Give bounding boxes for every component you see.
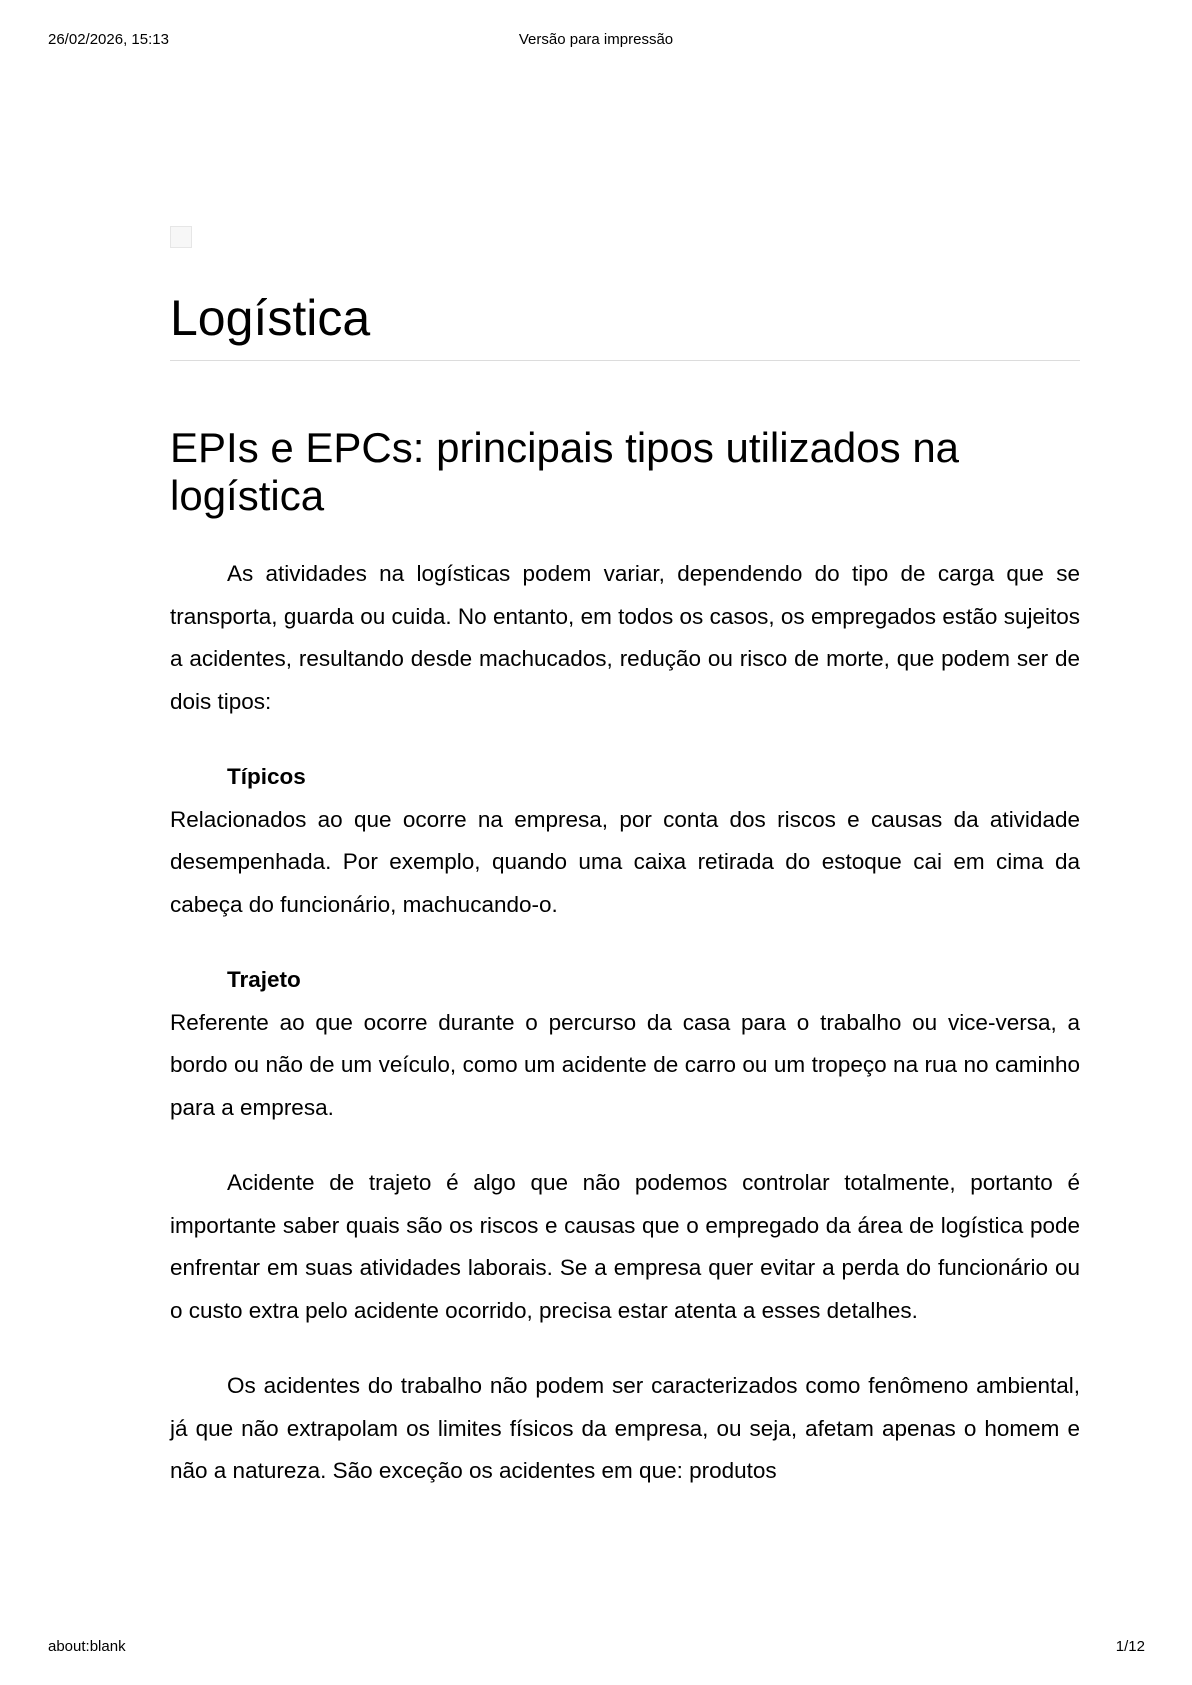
paragraph-acidente-trajeto: Acidente de trajeto é algo que não podemos controlar totalmente, portanto é importante saber quais são os riscos e causas que o empregado da área de logística pode enfrentar em suas atividades laborais. Se a empresa quer evitar a perda do funcionário ou o custo extra pelo acidente ocorrido, precisa estar atenta a esses detalhes. bbox=[170, 1170, 1080, 1323]
broken-image-icon bbox=[170, 226, 192, 248]
print-footer-url: about:blank bbox=[48, 1638, 126, 1655]
paragraph-ambiental: Os acidentes do trabalho não podem ser caracterizados como fenômeno ambiental, já que não extrapolam os limites físicos da empresa, ou seja, afetam apenas o homem e não a natureza. São exceção os acidentes em que: produtos bbox=[170, 1373, 1080, 1483]
section-heading-tipicos: Típicos bbox=[227, 764, 306, 789]
print-header-title: Versão para impressão bbox=[518, 31, 674, 48]
section-heading-trajeto: Trajeto bbox=[227, 967, 301, 992]
article-body bbox=[170, 553, 1080, 1493]
section-text-trajeto: Referente ao que ocorre durante o percurso da casa para o trabalho ou vice-versa, a bordo ou não de um veículo, como um acidente de carro ou um tropeço na rua no caminho para a empresa. bbox=[170, 1009, 1080, 1120]
print-page-counter: 1/12 bbox=[1115, 1638, 1145, 1655]
section-text-tipicos: Relacionados ao que ocorre na empresa, por conta dos riscos e causas da atividade desempenhada. Por exemplo, quando uma caixa retirada do estoque cai em cima da cabeça do funcionário, machucando-o. bbox=[170, 806, 1080, 917]
title-divider bbox=[170, 360, 1080, 361]
print-datetime: 26/02/2026, 15:13 bbox=[48, 31, 169, 48]
intro-paragraph: As atividades na logísticas podem variar, dependendo do tipo de carga que se transporta, guarda ou cuida. No entanto, em todos os casos, os empregados estão sujeitos a acidentes, resultando desde machucados, redução ou risco de morte, que podem ser de dois tipos: bbox=[170, 561, 1080, 714]
article-title: EPIs e EPCs: principais tipos utilizados na logística bbox=[170, 424, 960, 519]
site-title: Logística bbox=[170, 290, 371, 346]
